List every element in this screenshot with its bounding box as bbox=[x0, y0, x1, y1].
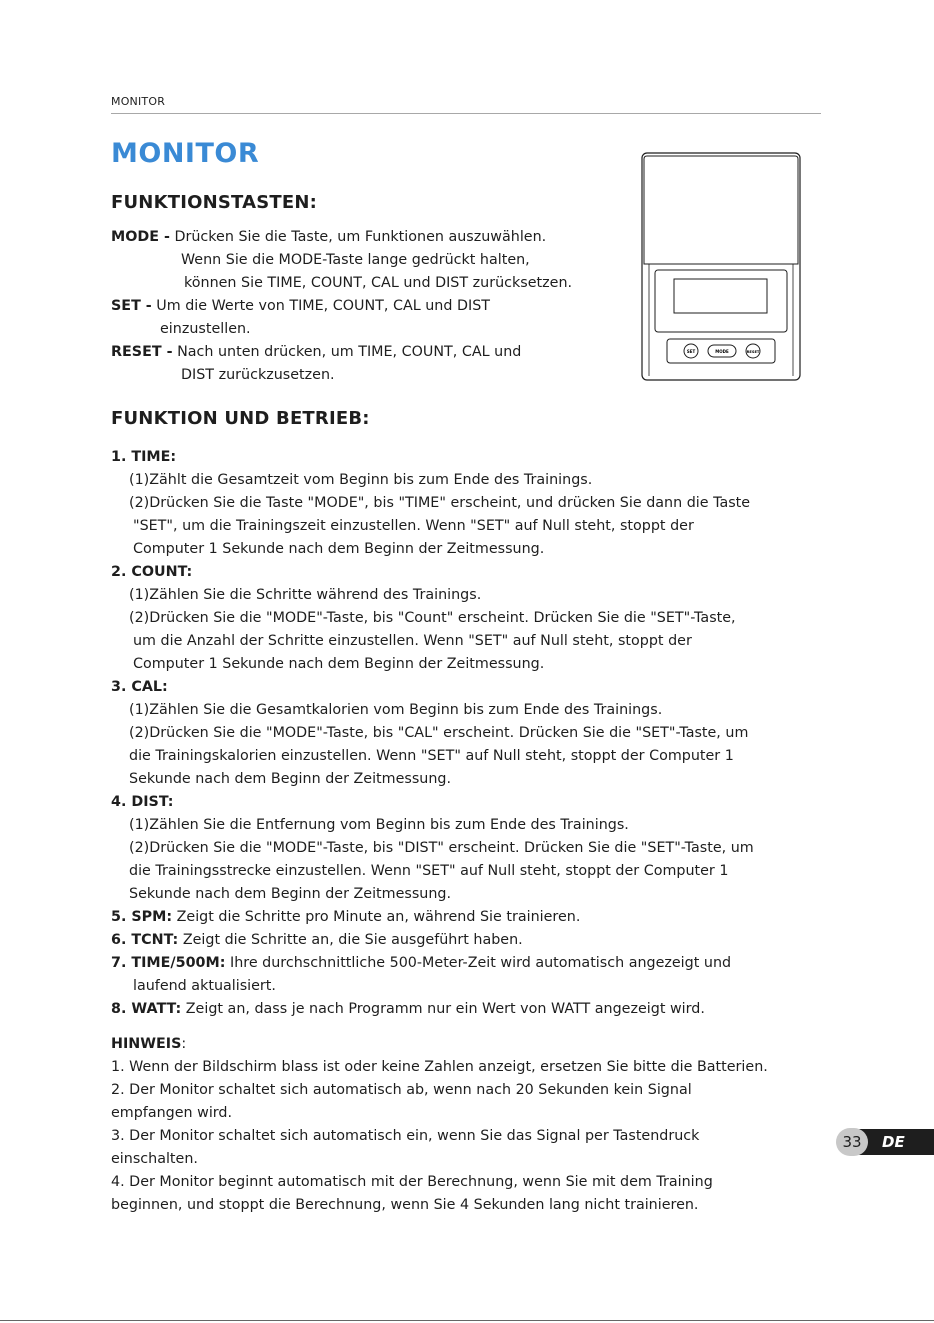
set-key-label: SET - bbox=[111, 298, 152, 314]
hinweis-line-4: 3. Der Monitor schaltet sich automatisch ein, wenn Sie das Signal per Tastendruck bbox=[111, 1128, 700, 1144]
dist-line-4: Sekunde nach dem Beginn der Zeitmessung. bbox=[129, 886, 452, 902]
count-line-4: Computer 1 Sekunde nach dem Beginn der Zeitmessung. bbox=[133, 656, 545, 672]
hinweis-colon: : bbox=[181, 1036, 187, 1052]
monitor-reset-label: RESET bbox=[746, 350, 760, 354]
monitor-drawing bbox=[641, 152, 801, 382]
reset-line-2: DIST zurückzusetzen. bbox=[181, 367, 335, 383]
header-divider bbox=[111, 113, 821, 114]
cal-line-3: die Trainingskalorien einzustellen. Wenn "SET" auf Null steht, stoppt der Computer 1 bbox=[129, 748, 734, 764]
time500-line-2: laufend aktualisiert. bbox=[133, 978, 276, 994]
hinweis-line-5: einschalten. bbox=[111, 1151, 198, 1167]
tcnt-line bbox=[111, 930, 523, 950]
time-line-4: Computer 1 Sekunde nach dem Beginn der Zeitmessung. bbox=[133, 541, 545, 557]
mode-line-1 bbox=[111, 227, 546, 247]
hinweis-line-1: 1. Wenn der Bildschirm blass ist oder keine Zahlen anzeigt, ersetzen Sie bitte die Batterien. bbox=[111, 1059, 768, 1075]
count-line-2: (2)Drücken Sie die "MODE"-Taste, bis "Count" erscheint. Drücken Sie die "SET"-Taste, bbox=[129, 610, 736, 626]
cal-line-4: Sekunde nach dem Beginn der Zeitmessung. bbox=[129, 771, 452, 787]
hinweis-heading-line bbox=[111, 1034, 186, 1054]
hinweis-line-6: 4. Der Monitor beginnt automatisch mit der Berechnung, wenn Sie mit dem Training bbox=[111, 1174, 713, 1190]
time-heading: 1. TIME: bbox=[111, 449, 177, 465]
hinweis-line-2: 2. Der Monitor schaltet sich automatisch ab, wenn nach 20 Sekunden kein Signal bbox=[111, 1082, 692, 1098]
dist-line-2: (2)Drücken Sie die "MODE"-Taste, bis "DIST" erscheint. Drücken Sie die "SET"-Taste, um bbox=[129, 840, 754, 856]
spm-heading: 5. SPM: bbox=[111, 909, 173, 925]
watt-text: Zeigt an, dass je nach Programm nur ein Wert von WATT angezeigt wird. bbox=[185, 1001, 705, 1017]
monitor-set-label: SET bbox=[686, 349, 696, 354]
hinweis-heading: HINWEIS bbox=[111, 1036, 182, 1052]
mode-line-2: Wenn Sie die MODE-Taste lange gedrückt halten, bbox=[181, 252, 530, 268]
time-line-1: (1)Zählt die Gesamtzeit vom Beginn bis zum Ende des Trainings. bbox=[129, 472, 593, 488]
monitor-mode-label: MODE bbox=[715, 349, 729, 354]
language-tab: DE bbox=[852, 1129, 934, 1155]
cal-line-1: (1)Zählen Sie die Gesamtkalorien vom Beginn bis zum Ende des Trainings. bbox=[129, 702, 663, 718]
watt-line bbox=[111, 999, 705, 1019]
reset-key-label: RESET - bbox=[111, 344, 173, 360]
cal-line-2: (2)Drücken Sie die "MODE"-Taste, bis "CAL" erscheint. Drücken Sie die "SET"-Taste, um bbox=[129, 725, 749, 741]
running-header: MONITOR bbox=[111, 95, 166, 108]
monitor-illustration bbox=[641, 152, 801, 382]
section-heading-funktionstasten: FUNKTIONSTASTEN: bbox=[111, 192, 318, 213]
count-line-1: (1)Zählen Sie die Schritte während des Trainings. bbox=[129, 587, 482, 603]
tcnt-heading: 6. TCNT: bbox=[111, 932, 179, 948]
mode-line-3: können Sie TIME, COUNT, CAL und DIST zurücksetzen. bbox=[184, 275, 573, 291]
tcnt-text: Zeigt die Schritte an, die Sie ausgeführt haben. bbox=[182, 932, 523, 948]
mode-key-label: MODE - bbox=[111, 229, 170, 245]
set-line-2: einzustellen. bbox=[160, 321, 251, 337]
time500-heading: 7. TIME/500M: bbox=[111, 955, 226, 971]
count-heading: 2. COUNT: bbox=[111, 564, 193, 580]
section-heading-betrieb: FUNKTION UND BETRIEB: bbox=[111, 408, 370, 429]
spm-line bbox=[111, 907, 580, 927]
cal-heading: 3. CAL: bbox=[111, 679, 168, 695]
page-number: 33 bbox=[836, 1128, 868, 1156]
watt-heading: 8. WATT: bbox=[111, 1001, 182, 1017]
dist-heading: 4. DIST: bbox=[111, 794, 174, 810]
page-title: MONITOR bbox=[111, 138, 260, 169]
mode-text-1: Drücken Sie die Taste, um Funktionen auszuwählen. bbox=[174, 229, 547, 245]
time500-line bbox=[111, 953, 731, 973]
set-text-1: Um die Werte von TIME, COUNT, CAL und DIST bbox=[156, 298, 491, 314]
dist-line-3: die Trainingsstrecke einzustellen. Wenn "SET" auf Null steht, stoppt der Computer 1 bbox=[129, 863, 729, 879]
time500-text: Ihre durchschnittliche 500-Meter-Zeit wird automatisch angezeigt und bbox=[229, 955, 732, 971]
set-line-1 bbox=[111, 296, 490, 316]
time-line-3: "SET", um die Trainingszeit einzustellen. Wenn "SET" auf Null steht, stoppt der bbox=[133, 518, 694, 534]
hinweis-line-3: empfangen wird. bbox=[111, 1105, 233, 1121]
bottom-edge-line bbox=[0, 1320, 934, 1321]
reset-text-1: Nach unten drücken, um TIME, COUNT, CAL und bbox=[177, 344, 522, 360]
time-line-2: (2)Drücken Sie die Taste "MODE", bis "TIME" erscheint, und drücken Sie dann die Taste bbox=[129, 495, 751, 511]
hinweis-line-7: beginnen, und stoppt die Berechnung, wenn Sie 4 Sekunden lang nicht trainieren. bbox=[111, 1197, 699, 1213]
dist-line-1: (1)Zählen Sie die Entfernung vom Beginn bis zum Ende des Trainings. bbox=[129, 817, 629, 833]
reset-line-1 bbox=[111, 342, 521, 362]
count-line-3: um die Anzahl der Schritte einzustellen. Wenn "SET" auf Null steht, stoppt der bbox=[133, 633, 692, 649]
page-badge bbox=[836, 1128, 934, 1156]
spm-text: Zeigt die Schritte pro Minute an, während Sie trainieren. bbox=[176, 909, 581, 925]
